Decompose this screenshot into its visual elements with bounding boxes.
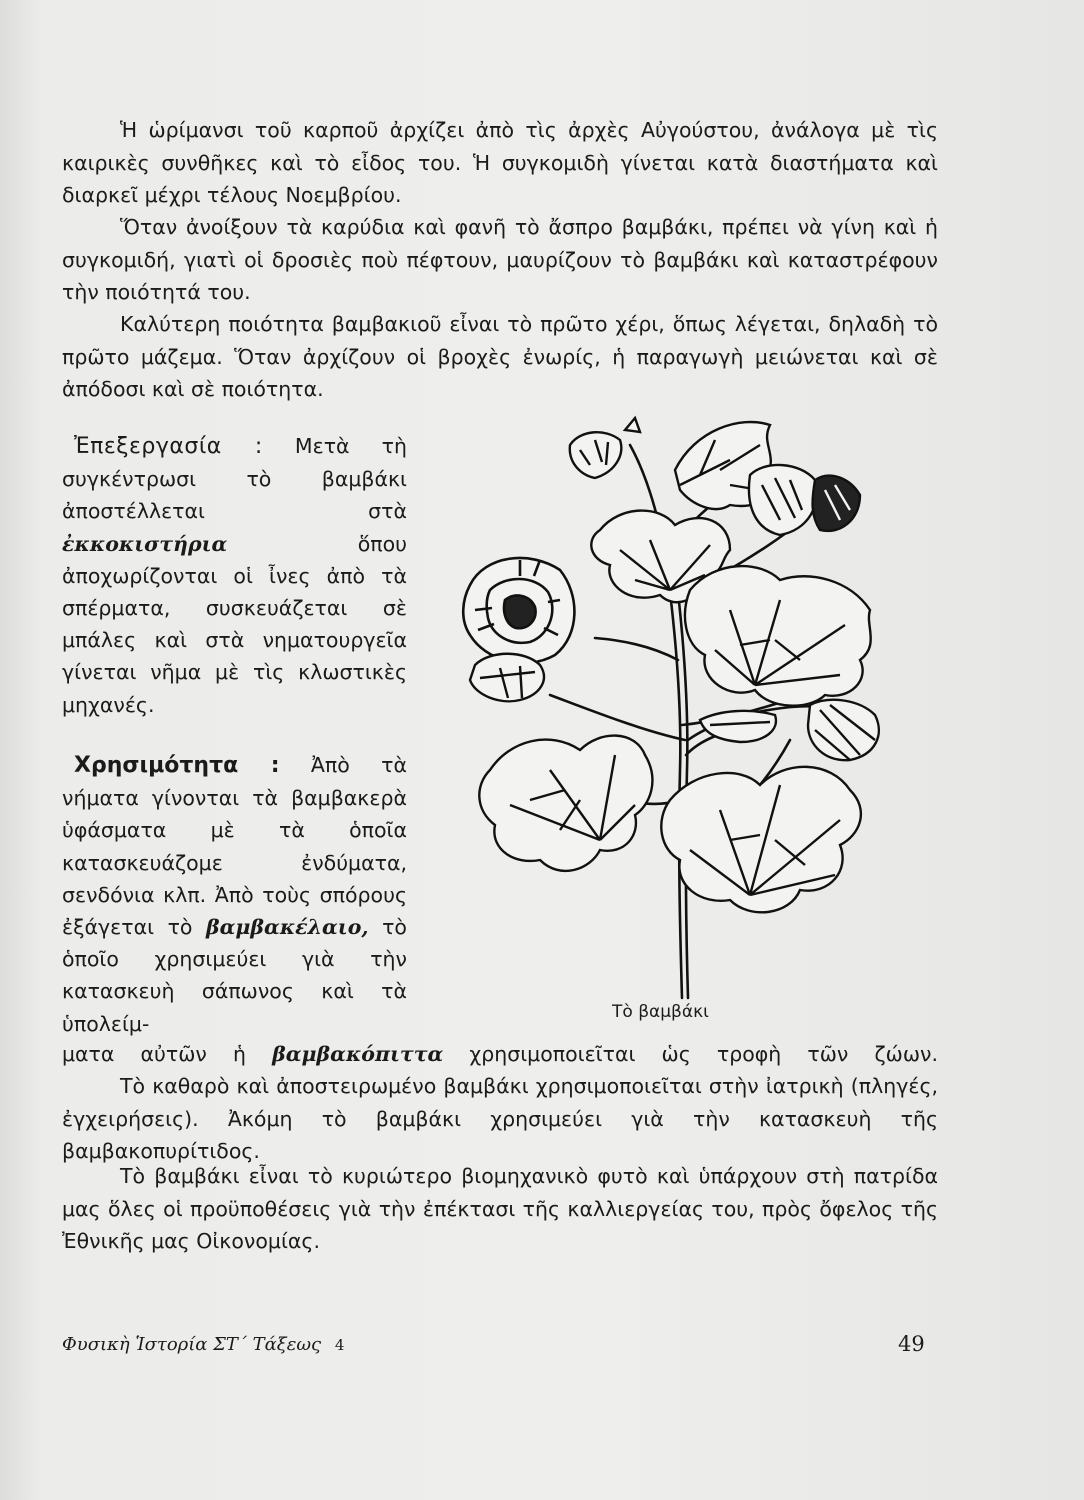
paragraph-medical: [62, 1070, 938, 1168]
paragraph-medical-text: Τὸ καθαρὸ καὶ ἀποστειρωμένο βαμβάκι χρησιμοποιεῖται στὴν ἰατρικὴ (πληγές, ἐγχειρήσεις). Ἀκόμη τὸ βαμβάκι χρησιμεύει γιὰ τὴν κατασκευὴ τῆς βαμβακοπυρίτιδος.: [62, 1074, 938, 1163]
closed-boll-right: [700, 700, 879, 760]
page-number: 49: [898, 1332, 925, 1356]
usefulness-text-before: Ἀπὸ τὰ νήματα γίνονται τὰ βαμβακερὰ ὑφάσματα μὲ τὰ ὁποῖα κατασκευάζομε ἐνδύματα, σενδόνια κλπ. Ἀπὸ τοὺς σπόρους ἐξάγεται τὸ: [62, 753, 407, 940]
paragraph-ripening: [62, 114, 938, 212]
processing-text-before: Μετὰ τὴ συγκέντρωσι τὸ βαμβάκι ἀποστέλλεται στὰ: [62, 434, 407, 524]
processing-term-gin: ἐκκοκιστήρια: [62, 531, 228, 556]
footer-book-title: [62, 1334, 344, 1355]
usefulness-term-cottonseed-cake: βαμβακόπιττα: [272, 1042, 444, 1066]
leaf-right-large: [685, 566, 871, 706]
usefulness-text-middle: τὸ ὁποῖο χρησιμεύει γιὰ τὴν κατασκευὴ σάπωνος καὶ τὰ ὑπολείμ-: [62, 915, 407, 1036]
paragraph-industry-text: Τὸ βαμβάκι εἶναι τὸ κυριώτερο βιομηχανικὸ φυτὸ καὶ ὑπάρχουν στὴ πατρίδα μας ὅλες οἱ προϋποθέσεις γιὰ τὴν ἐπέκτασι τῆς καλλιεργείας του, πρὸς ὄφελος τῆς Ἐθνικῆς μας Οἰκονομίας.: [62, 1164, 938, 1253]
leaf-small-left: [470, 654, 544, 702]
figure-caption: Τὸ βαμβάκι: [612, 1002, 709, 1022]
paragraph-quality: [62, 308, 938, 406]
top-bud: [570, 418, 640, 478]
cotton-flower: [463, 558, 574, 663]
cotton-plant-illustration: [430, 410, 930, 1010]
paragraph-industry: [62, 1160, 938, 1258]
paragraph-harvest-text: Ὅταν ἀνοίξουν τὰ καρύδια καὶ φανῆ τὸ ἄσπρο βαμβάκι, πρέπει νὰ γίνη καὶ ἡ συγκομιδή, γιατὶ οἱ δροσιὲς ποὺ πέφτουν, μαυρίζουν τὸ βαμβάκι καὶ καταστρέφουν τὴν ποιότητά του.: [62, 215, 938, 304]
signature-mark: 4: [334, 1336, 345, 1354]
section-processing: [62, 430, 407, 721]
paragraph-quality-text: Καλύτερη ποιότητα βαμβακιοῦ εἶναι τὸ πρῶτο χέρι, ὅπως λέγεται, δηλαδὴ τὸ πρῶτο μάζεμα. Ὅταν ἀρχίζουν οἱ βροχὲς ἐνωρίς, ἡ παραγωγὴ μειώνεται καὶ σὲ ἀπόδοσι καὶ σὲ ποιότητα.: [62, 312, 938, 401]
usefulness-line-start: ματα αὐτῶν ἡ: [62, 1042, 247, 1066]
usefulness-line-end: χρησιμοποιεῖται ὡς τροφὴ τῶν ζώων.: [469, 1042, 938, 1066]
processing-heading: Ἐπεξεργασία :: [74, 434, 263, 459]
section-usefulness: [62, 749, 407, 1040]
processing-text-after: ὅπου ἀποχωρίζονται οἱ ἶνες ἀπὸ τὰ σπέρματα, συσκευάζεται σὲ μπάλες καὶ στὰ νηματουργεῖα γίνεται νῆμα μὲ τὶς κλωστικὲς μηχανές.: [62, 531, 407, 717]
footer-title-text: Φυσικὴ Ἱστορία ΣΤ΄ Τάξεως: [62, 1334, 322, 1355]
usefulness-final-line: [62, 1038, 938, 1070]
open-boll-top-right: [749, 465, 860, 535]
leaf-lower-left: [479, 736, 652, 871]
usefulness-heading: Χρησιμότητα :: [74, 753, 280, 778]
paragraph-harvest: [62, 211, 938, 309]
usefulness-term-cottonseed-oil: βαμβακέλαιο,: [206, 915, 369, 940]
leaf-lower-right: [661, 767, 861, 913]
paragraph-ripening-text: Ἡ ὡρίμανσι τοῦ καρποῦ ἀρχίζει ἀπὸ τὶς ἀρχὲς Αὐγούστου, ἀνάλογα μὲ τὶς καιρικὲς συνθῆκες καὶ τὸ εἶδος του. Ἡ συγκομιδὴ γίνεται κατὰ διαστήματα καὶ διαρκεῖ μέχρι τέλους Νοεμβρίου.: [62, 118, 938, 207]
